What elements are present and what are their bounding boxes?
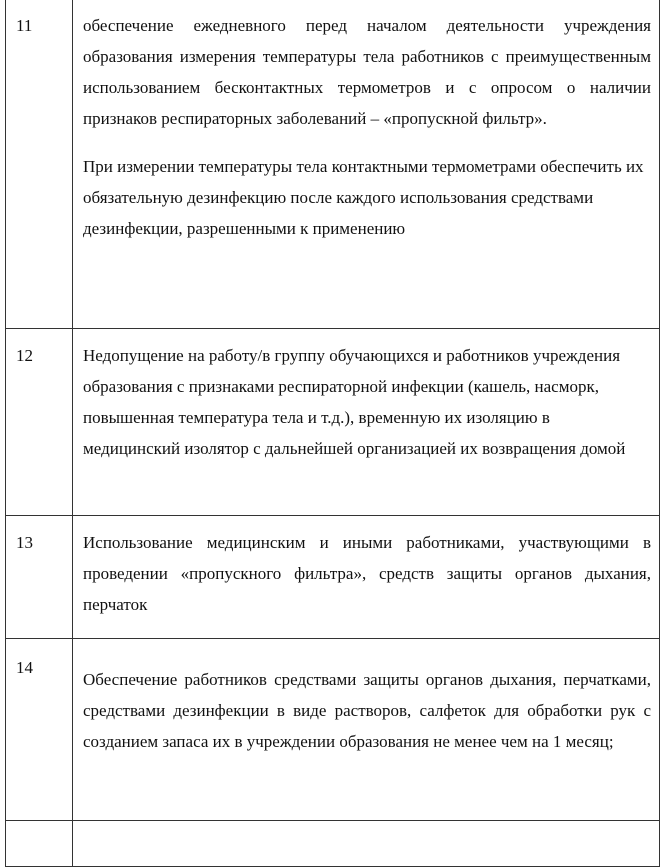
measure-paragraph: Недопущение на работу/в группу обучающихся и работников учреждения образования с признаками респираторной инфекции (кашель, насморк, повышенная температура тела и т.д.), временную их изоляцию в медицинский изолятор с дальнейшей организацией их возвращения домой	[83, 346, 626, 458]
row-text-cell	[73, 639, 660, 821]
row-number: 12	[16, 346, 33, 365]
measure-paragraph: Использование медицинским и иными работниками, участвующими в проведении «пропускного фильтра», средств защиты органов дыхания, перчаток	[83, 533, 651, 614]
row-number-cell	[6, 639, 73, 821]
table-row	[6, 516, 660, 639]
row-number: 11	[16, 16, 33, 35]
row-text-cell	[73, 329, 660, 516]
measure-paragraph: Обеспечение работников средствами защиты органов дыхания, перчатками, средствами дезинфекции в виде растворов, салфеток для обработки рук с созданием запаса их в учреждении образования не менее чем на 1 месяц;	[83, 670, 651, 751]
table-row	[6, 329, 660, 516]
table-row	[6, 639, 660, 821]
measure-paragraph: обеспечение ежедневного перед началом деятельности учреждения образования измерения температуры тела работников с преимущественным использованием бесконтактных термометров и с опросом о наличии признаков респираторных заболеваний – «пропускной фильтр».	[83, 16, 651, 128]
row-number-cell	[6, 516, 73, 639]
table-row	[6, 0, 660, 329]
row-text-cell	[73, 0, 660, 329]
measures-table	[5, 0, 660, 867]
measure-paragraph: При измерении температуры тела контактными термометрами обеспечить их обязательную дезинфекцию после каждого использования средствами дезинфекции, разрешенными к применению	[83, 157, 644, 238]
row-number-cell	[6, 329, 73, 516]
row-number: 13	[16, 533, 33, 552]
table-row	[6, 821, 660, 867]
row-text-cell	[73, 821, 660, 867]
row-number-cell	[6, 0, 73, 329]
row-number: 14	[16, 658, 33, 677]
row-text-cell	[73, 516, 660, 639]
row-number-cell	[6, 821, 73, 867]
